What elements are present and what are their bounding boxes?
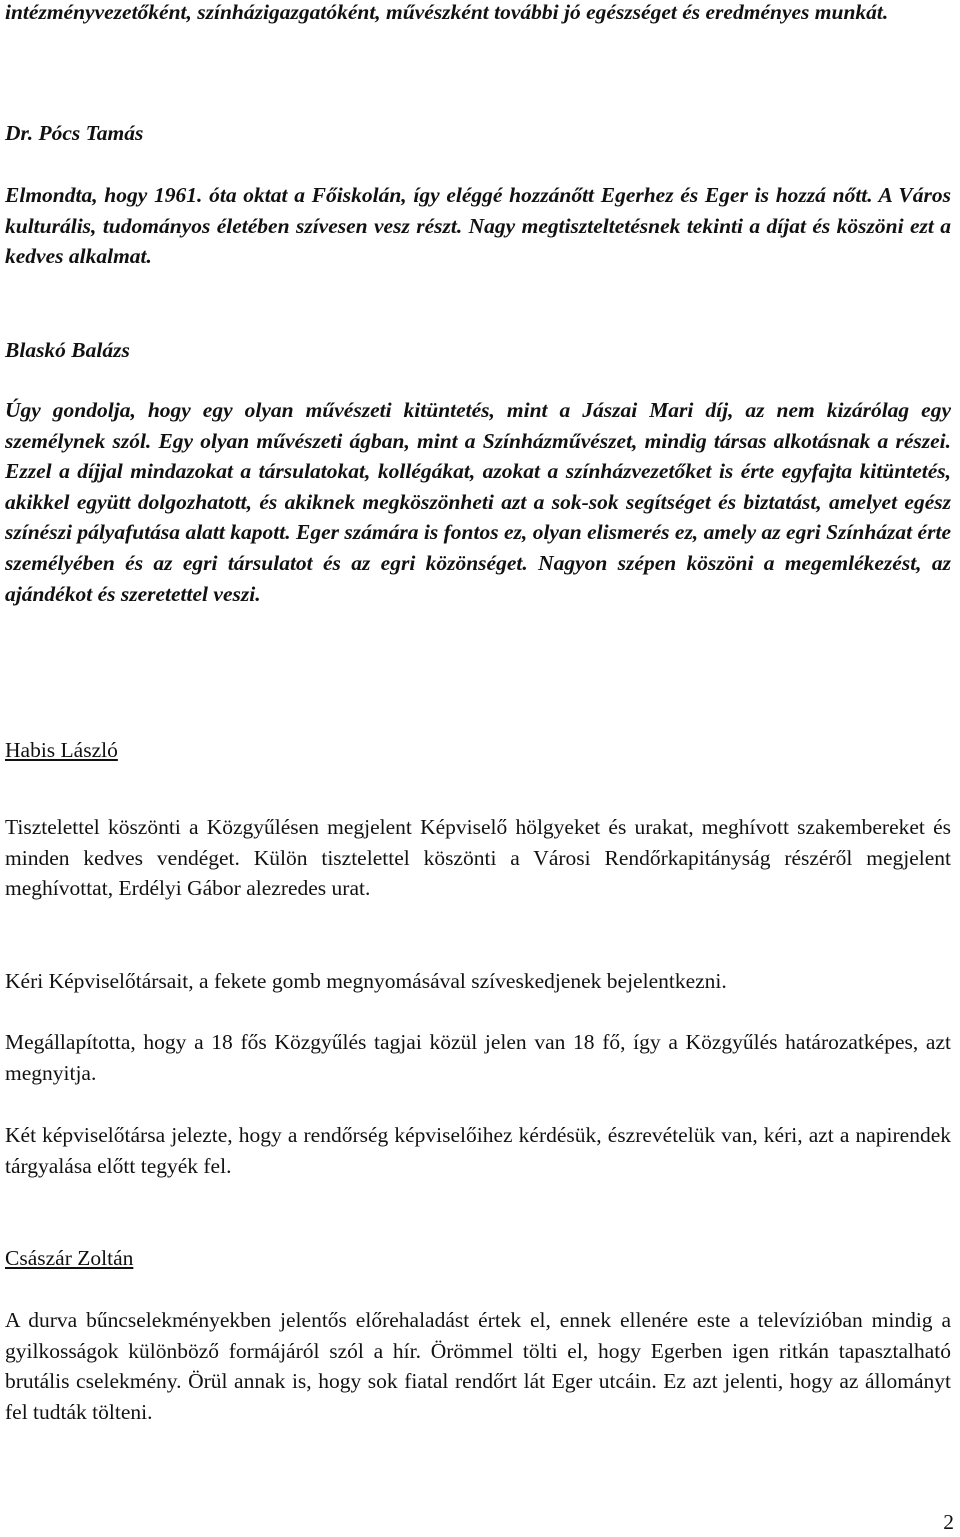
speaker-name-csaszar: Császár Zoltán — [5, 1246, 134, 1270]
speech-pocs-regular: Elmondta, hogy 1961. óta oktat a Főiskolán, így eléggé hozzánőtt Egerhez és Eger is hozzá nőtt. A Város kulturális, tudományos életében szívesen vesz részt. — [5, 183, 951, 238]
intro-paragraph: intézményvezetőként, színházigazgatóként, művészként további jó egészséget és eredményes munkát. — [5, 0, 889, 24]
speech-pocs-italic: Nagy megtiszteltetésnek tekinti a díjat és köszöni ezt a kedves alkalmat. — [5, 213, 951, 269]
speaker-name-habis: Habis László — [5, 738, 118, 762]
speech-habis-paragraph-2: Kéri Képviselőtársait, a fekete gomb megnyomásával szíveskedjenek bejelentkezni. — [5, 969, 727, 993]
speech-csaszar: A durva bűncselekményekben jelentős előrehaladást értek el, ennek ellenére este a televízióban mindig a gyilkosságok különböző formájáról szól a hír. Örömmel tölti el, hogy Egerben igen ritkán tapasztalható brutális cselekmény. Örül annak is, hogy sok fiatal rendőrt lát Eger utcáin. Ez azt jelenti, hogy az állományt fel tudták tölteni. — [5, 1308, 951, 1424]
speech-pocs — [5, 180, 951, 272]
speaker-name-pocs: Dr. Pócs Tamás — [5, 121, 144, 145]
speech-blasko: Úgy gondolja, hogy egy olyan művészeti kitüntetés, mint a Jászai Mari díj, az nem kizárólag egy személynek szól. Egy olyan művészeti ágban, mint a Színházművészet, mindig társas alkotásnak a részei. Ezzel a díjjal mindazokat a társulatokat, kollégákat, azokat a színházvezetőket is érte egyfajta kitüntetés, akikkel együtt dolgozhatott, és akiknek megköszönheti azt a sok-sok segítséget és biztatást, amelyet egész színészi pályafutása alatt kapott. Eger számára is fontos ez, olyan elismerés ez, amely az egri Színházat érte személyében és az egri társulatot és az egri közönséget. Nagyon szépen köszöni a megemlékezést, az ajándékot és szeretettel veszi. — [5, 398, 951, 606]
speaker-name-blasko: Blaskó Balázs — [5, 338, 130, 362]
speech-habis-paragraph-3: Megállapította, hogy a 18 fős Közgyűlés tagjai közül jelen van 18 fő, így a Közgyűlés határozatképes, azt megnyitja. — [5, 1030, 951, 1085]
page-number: 2 — [943, 1510, 954, 1534]
speech-habis-paragraph-4: Két képviselőtársa jelezte, hogy a rendőrség képviselőihez kérdésük, észrevételük van, kéri, azt a napirendek tárgyalása előtt tegyék fel. — [5, 1123, 951, 1178]
speech-habis-paragraph-1: Tisztelettel köszönti a Közgyűlésen megjelent Képviselő hölgyeket és urakat, meghívott szakembereket és minden kedves vendéget. Külön tisztelettel köszönti a Városi Rendőrkapitányság részéről megjelent meghívottat, Erdélyi Gábor alezredes urat. — [5, 815, 951, 901]
